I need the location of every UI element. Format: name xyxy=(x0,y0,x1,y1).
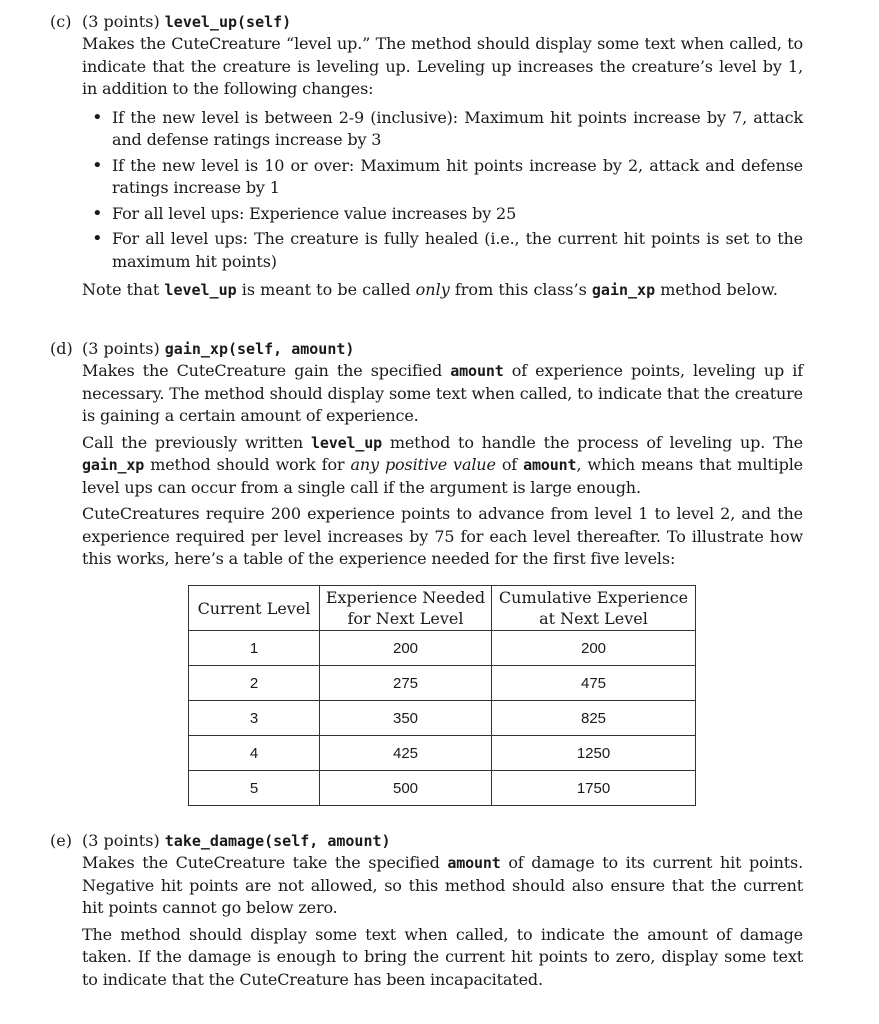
note-code-level-up: level_up xyxy=(164,281,237,299)
note-emphasis: only xyxy=(415,280,450,299)
section-d-paragraph-2 xyxy=(82,432,803,500)
header-line: for Next Level xyxy=(347,609,464,628)
bullet-item: • If the new level is 10 or over: Maximum hit points increase by 2, attack and defense ratings increase by 1 xyxy=(112,155,803,200)
section-e xyxy=(50,830,810,991)
section-e-points: (3 points) xyxy=(82,831,160,850)
cell-current-level: 4 xyxy=(189,736,320,771)
table-row xyxy=(189,666,696,701)
section-c-points: (3 points) xyxy=(82,12,160,31)
cell-experience-needed: 275 xyxy=(320,666,492,701)
note-text: method below. xyxy=(660,280,778,299)
cell-cumulative-experience: 200 xyxy=(492,631,696,666)
table-row xyxy=(189,631,696,666)
cell-cumulative-experience: 1750 xyxy=(492,771,696,806)
section-c-heading xyxy=(50,11,810,33)
section-d-heading xyxy=(50,338,810,360)
header-line: Current Level xyxy=(197,598,311,618)
table-header-row xyxy=(189,586,696,631)
cell-cumulative-experience: 1250 xyxy=(492,736,696,771)
code-amount: amount xyxy=(447,854,501,872)
cell-current-level: 2 xyxy=(189,666,320,701)
para-text: of xyxy=(501,455,518,474)
para-text: Makes the CuteCreature take the specified xyxy=(82,853,440,872)
section-c-signature: level_up(self) xyxy=(164,13,292,31)
para-text: , which means that multiple level ups can occur from a single call if the argument is large enough. xyxy=(82,455,803,497)
note-text: is meant to be called xyxy=(241,280,411,299)
bullet-item: • For all level ups: The creature is fully healed (i.e., the current hit points is set to the maximum hit points) xyxy=(112,228,803,273)
table-row xyxy=(189,701,696,736)
cell-current-level: 1 xyxy=(189,631,320,666)
section-e-paragraph-2: The method should display some text when called, to indicate the amount of damage taken. If the damage is enough to bring the current hit points to zero, display some text to indicate that the CuteCreature has been incapacitated. xyxy=(82,924,803,989)
experience-table xyxy=(188,585,696,806)
cell-cumulative-experience: 825 xyxy=(492,701,696,736)
table-row xyxy=(189,736,696,771)
section-d xyxy=(50,338,810,571)
note-code-gain-xp: gain_xp xyxy=(591,281,656,299)
cell-experience-needed: 500 xyxy=(320,771,492,806)
para-text: Makes the CuteCreature gain the specified xyxy=(82,361,443,380)
section-d-letter: (d) xyxy=(50,339,73,358)
code-amount: amount xyxy=(450,362,504,380)
section-c-intro: Makes the CuteCreature “level up.” The method should display some text when called, to indicate that the creature is leveling up. Leveling up increases the creature’s level by 1, in addition to the following changes: xyxy=(82,34,803,98)
header-experience-needed xyxy=(320,586,492,631)
section-e-paragraph-1 xyxy=(82,852,803,920)
bullet-item: • If the new level is between 2-9 (inclusive): Maximum hit points increase by 7, attack and defense ratings increase by 3 xyxy=(112,107,803,152)
section-e-signature: take_damage(self, amount) xyxy=(164,832,391,850)
code-gain-xp: gain_xp xyxy=(82,456,145,474)
header-line: Experience Needed xyxy=(325,588,486,607)
header-cumulative-experience xyxy=(492,586,696,631)
cell-current-level: 5 xyxy=(189,771,320,806)
para-text: of experience points, leveling up if necessary. The method should display some text when called, to indicate that the creature is gaining a certain amount of experience. xyxy=(82,361,803,425)
note-text: from this class’s xyxy=(454,280,587,299)
cell-experience-needed: 350 xyxy=(320,701,492,736)
table-row xyxy=(189,771,696,806)
header-line: Cumulative Experience xyxy=(498,588,689,607)
cell-cumulative-experience: 475 xyxy=(492,666,696,701)
section-d-points: (3 points) xyxy=(82,339,160,358)
code-level-up: level_up xyxy=(310,433,382,452)
section-c-bullet-list xyxy=(112,107,803,274)
section-d-paragraph-3: CuteCreatures require 200 experience points to advance from level 1 to level 2, and the experience required per level increases by 75 for each level thereafter. To illustrate how this works, here’s a table of the experience needed for the first five levels: xyxy=(82,504,803,568)
bullet-item: • For all level ups: Experience value increases by 25 xyxy=(112,203,803,226)
section-e-heading xyxy=(50,830,810,852)
section-d-paragraph-1 xyxy=(82,360,803,428)
cell-experience-needed: 425 xyxy=(320,736,492,771)
para-emphasis: any positive value xyxy=(350,455,496,474)
header-line: at Next Level xyxy=(539,609,648,628)
para-text: Call the previously written xyxy=(82,432,304,452)
section-e-letter: (e) xyxy=(50,831,72,850)
code-amount: amount xyxy=(523,456,577,474)
header-current-level xyxy=(189,586,320,631)
cell-experience-needed: 200 xyxy=(320,631,492,666)
para-text: method should work for xyxy=(150,455,345,474)
section-c-letter: (c) xyxy=(50,12,72,31)
para-text: of damage to its current hit points. Negative hit points are not allowed, so this method should also ensure that the current hit points cannot go below zero. xyxy=(82,853,804,917)
section-c xyxy=(50,11,810,302)
section-d-signature: gain_xp(self, amount) xyxy=(164,340,355,358)
cell-current-level: 3 xyxy=(189,701,320,736)
para-text: method to handle the process of leveling up. The xyxy=(389,432,804,452)
section-c-note xyxy=(82,279,810,302)
note-text: Note that xyxy=(82,280,160,299)
